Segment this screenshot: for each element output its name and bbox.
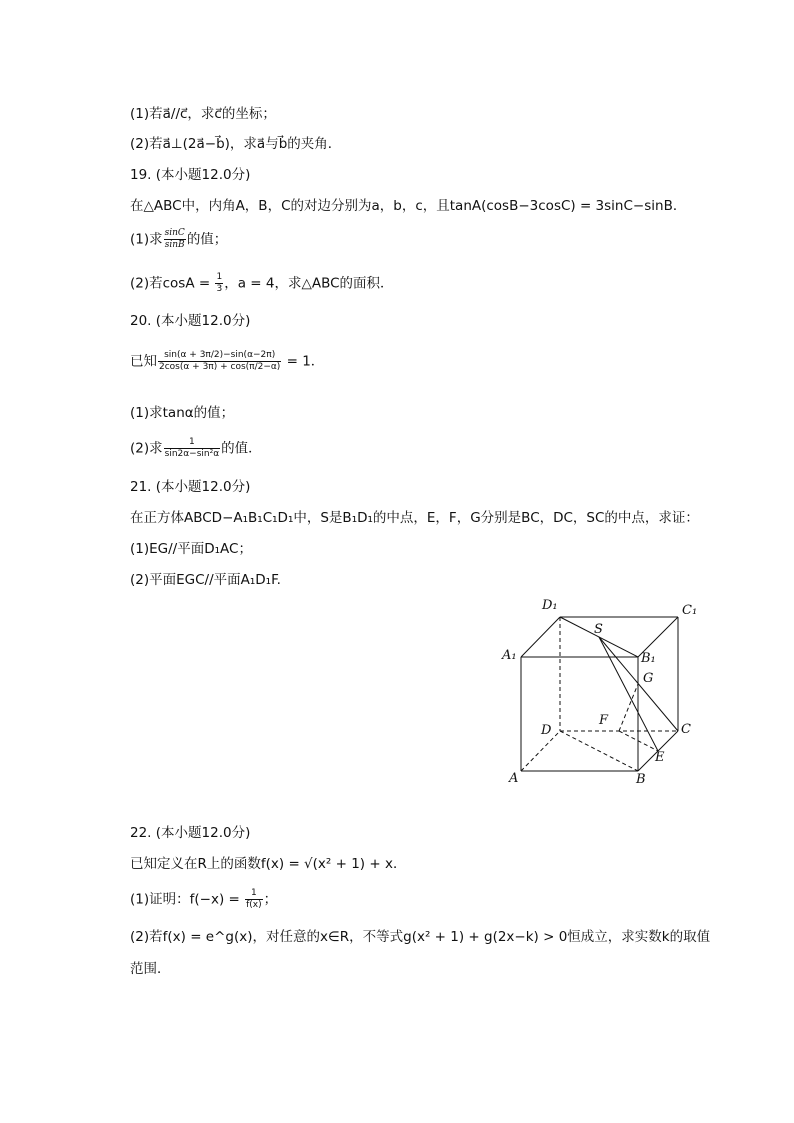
label-g: G: [643, 671, 654, 686]
label-s: S: [594, 622, 603, 637]
q19-part2-suffix: ，a = 4，求△ABC的面积．: [224, 275, 394, 292]
q22-part1: [130, 888, 277, 911]
q21-part1: (1)EG//平面D₁AC；: [130, 541, 252, 557]
q22-part2-line1: (2)若f(x) = e^g(x)，对任意的x∈R，不等式g(x² + 1) + g(2x−k) > 0恒成立，求实数k的取值: [130, 929, 711, 945]
q20-stem: [130, 350, 324, 373]
q20-part2-suffix: 的值．: [221, 440, 262, 457]
label-d: D: [541, 723, 552, 738]
q20-header: 20. (本小题12.0分): [130, 313, 251, 329]
q19-stem: 在△ABC中，内角A，B，C的对边分别为a，b，c，且tanA(cosB−3cosC) = 3sinC−sinB．: [130, 198, 687, 214]
q20-stem-suffix: = 1．: [282, 353, 325, 370]
fraction-denominator: 2cos(α + 3π) + cos(π/2−α): [159, 362, 281, 372]
q22-part1-fraction: [245, 888, 263, 911]
fraction-numerator: 1: [216, 272, 223, 282]
q18-part2: (2)若a⃗⊥(2a⃗−b⃗)，求a⃗与b⃗的夹角．: [130, 136, 342, 152]
fraction-numerator: sin(α + 3π/2)−sin(α−2π): [158, 350, 281, 362]
q19-part1-prefix: (1)求: [130, 231, 163, 248]
fraction-numerator: sinC: [164, 228, 185, 238]
label-b: B: [636, 772, 646, 787]
q19-part1-fraction: [164, 228, 186, 251]
label-c1: C₁: [682, 603, 698, 618]
hidden-diagonal-d-b: [560, 731, 638, 771]
q21-part2: (2)平面EGC//平面A₁D₁F.: [130, 572, 281, 588]
label-a1: A₁: [502, 648, 517, 663]
edge-a1-d1: [521, 617, 560, 657]
q20-part1: (1)求tanα的值；: [130, 405, 235, 421]
q20-part2-fraction: [164, 437, 221, 460]
q21-header: 21. (本小题12.0分): [130, 479, 251, 495]
label-c: C: [681, 722, 691, 737]
q20-part2: [130, 437, 262, 460]
fraction-numerator: 1: [245, 888, 263, 900]
fraction-denominator: sinB: [164, 240, 185, 250]
fraction-denominator: sin2α−sin²α: [164, 449, 220, 459]
label-d1: D₁: [542, 598, 558, 613]
q19-part2-prefix: (2)若cosA =: [130, 275, 215, 292]
q21-stem: 在正方体ABCD−A₁B₁C₁D₁中，S是B₁D₁的中点，E，F，G分别是BC，DC，SC的中点，求证：: [130, 510, 699, 526]
q20-part2-prefix: (2)求: [130, 440, 163, 457]
q22-stem: 已知定义在R上的函数f(x) = √(x² + 1) + x．: [130, 856, 407, 872]
q19-part2: [130, 272, 394, 295]
q19-part2-fraction: [215, 272, 223, 295]
q19-part1-suffix: 的值；: [186, 231, 228, 248]
q20-stem-prefix: 已知: [130, 353, 157, 370]
cube-figure: [498, 590, 708, 790]
q20-stem-fraction: [158, 350, 281, 373]
q19-header: 19. (本小题12.0分): [130, 167, 251, 183]
label-a: A: [509, 771, 519, 786]
q22-part2-line2: 范围．: [130, 961, 171, 977]
q22-header: 22. (本小题12.0分): [130, 825, 251, 841]
label-b1: B₁: [641, 651, 656, 666]
label-e: E: [655, 750, 665, 765]
label-f: F: [599, 713, 609, 728]
q22-part1-prefix: (1)证明：f(−x) =: [130, 891, 245, 908]
q19-part1: [130, 228, 227, 251]
fraction-numerator: 1: [164, 437, 221, 449]
q22-part1-suffix: ；: [263, 891, 278, 908]
fraction-denominator: 3: [216, 284, 223, 294]
q18-part1: (1)若a⃗//c⃗，求c⃗的坐标；: [130, 106, 276, 122]
fraction-denominator: f(x): [246, 900, 262, 910]
